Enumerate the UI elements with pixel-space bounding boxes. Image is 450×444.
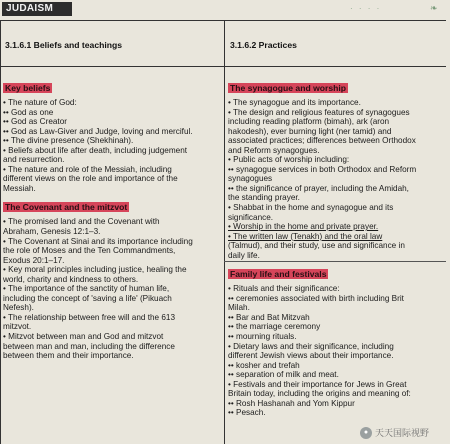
list-item: •• God as Law-Giver and Judge, loving and merciful. xyxy=(3,126,193,136)
list-item: synagogues xyxy=(228,174,273,184)
list-item: •• the significance of prayer, including the Amidah, xyxy=(228,183,409,193)
list-item: the role of Moses and the Ten Commandments, xyxy=(3,246,176,256)
list-item: • The synagogue and its importance. xyxy=(228,98,361,107)
list-item: Britain today, including the origins and meaning of: xyxy=(228,389,411,399)
list-item: • Shabbat in the home and synagogue and its xyxy=(228,203,394,213)
list-item: •• The divine presence (Shekhinah). xyxy=(3,136,134,146)
section-title-synagogue: The synagogue and worship xyxy=(230,83,347,93)
list-item: Nefesh). xyxy=(3,303,34,313)
practices-column xyxy=(228,78,444,418)
list-item: • Festivals and their importance for Jews in Great xyxy=(228,379,407,389)
list-item: •• Pesach. xyxy=(228,408,266,418)
list-item: • The nature and role of the Messiah, including xyxy=(3,164,172,174)
list-item: •• separation of milk and meat. xyxy=(228,370,339,380)
list-item: •• kosher and trefah xyxy=(228,360,300,370)
list-item: • The promised land and the Covenant with xyxy=(3,217,160,227)
list-item: different views on the role and importance of the xyxy=(3,174,178,184)
list-item: • Key moral principles including justice, healing the xyxy=(3,265,187,275)
list-item: •• Rosh Hashanah and Yom Kippur xyxy=(228,398,355,408)
list-item: including reading platform (bimah), ark (aron xyxy=(228,117,390,127)
section-title-key-beliefs: Key beliefs xyxy=(5,83,51,93)
list-item: • Beliefs about life after death, including judgement xyxy=(3,145,188,155)
column-divider xyxy=(224,20,225,444)
list-item: • Mitzvot between man and God and mitzvot xyxy=(3,332,164,342)
wechat-icon: ● xyxy=(360,427,372,439)
list-item: • Rituals and their significance: xyxy=(228,284,340,294)
section-title-covenant: The Covenant and the mitzvot xyxy=(5,202,128,213)
list-item: •• the marriage ceremony xyxy=(228,322,321,332)
list-item: • The written law (Tenakh) and the oral law xyxy=(228,231,383,241)
list-item: Exodus 20:1–17. xyxy=(3,255,65,265)
list-item: Messiah. xyxy=(3,183,36,193)
list-item: and Reform synagogues. xyxy=(228,145,320,155)
list-item: • The nature of God: xyxy=(3,98,77,107)
right-column-header: 3.1.6.2 Practices xyxy=(230,40,297,50)
list-item: associated practices; differences between Orthodox xyxy=(228,136,416,146)
list-item: • Worship in the home and private prayer. xyxy=(228,222,379,232)
list-item: •• synagogue services in both Orthodox and Reform xyxy=(228,164,417,174)
list-item: • The Covenant at Sinai and its importance including xyxy=(3,236,193,246)
list-item: •• God as one xyxy=(3,107,54,117)
header-divider xyxy=(0,66,446,67)
section-title-family: Family life and festivals xyxy=(230,269,327,280)
list-item: •• ceremonies associated with birth including Brit xyxy=(228,293,404,303)
subject-tab: JUDAISM xyxy=(2,2,72,16)
list-item: different Jewish views about their importance. xyxy=(228,351,394,361)
list-item: between man and man, including the difference xyxy=(3,341,175,351)
watermark-text: 天天国际视野 xyxy=(375,428,430,438)
list-item: including the concept of 'saving a life' (Pikuach xyxy=(3,293,172,303)
beliefs-column xyxy=(3,78,223,361)
tab-leaf-icon: ❧ xyxy=(430,3,438,13)
list-item: between them and their importance. xyxy=(3,351,134,361)
list-item: and resurrection. xyxy=(3,155,65,165)
list-item: significance. xyxy=(228,212,274,222)
list-item: •• mourning rituals. xyxy=(228,332,297,342)
list-item: • Dietary laws and their significance, including xyxy=(228,341,394,351)
list-item: Abraham, Genesis 12:1–3. xyxy=(3,227,101,237)
watermark xyxy=(360,426,429,439)
list-item: hakodesh), ever burning light (ner tamid) and xyxy=(228,126,392,136)
list-item: • The importance of the sanctity of human life, xyxy=(3,284,170,294)
tab-decoration: · · · · xyxy=(350,4,382,13)
list-item: • Public acts of worship including: xyxy=(228,155,350,165)
list-item: mitzvot. xyxy=(3,322,32,332)
list-item: • The design and religious features of synagogues xyxy=(228,107,410,117)
list-item: Milah. xyxy=(228,303,250,313)
list-item: •• Bar and Bat Mitzvah xyxy=(228,312,310,322)
list-item: (Talmud), and their study, use and significance in xyxy=(228,241,405,251)
list-item: •• God as Creator xyxy=(3,117,67,127)
list-item: daily life. xyxy=(228,250,260,260)
list-item: world, charity and kindness to others. xyxy=(3,274,139,284)
list-item: the standing prayer. xyxy=(228,193,300,203)
list-item: • The relationship between free will and the 613 xyxy=(3,312,176,322)
left-column-header: 3.1.6.1 Beliefs and teachings xyxy=(5,40,123,50)
